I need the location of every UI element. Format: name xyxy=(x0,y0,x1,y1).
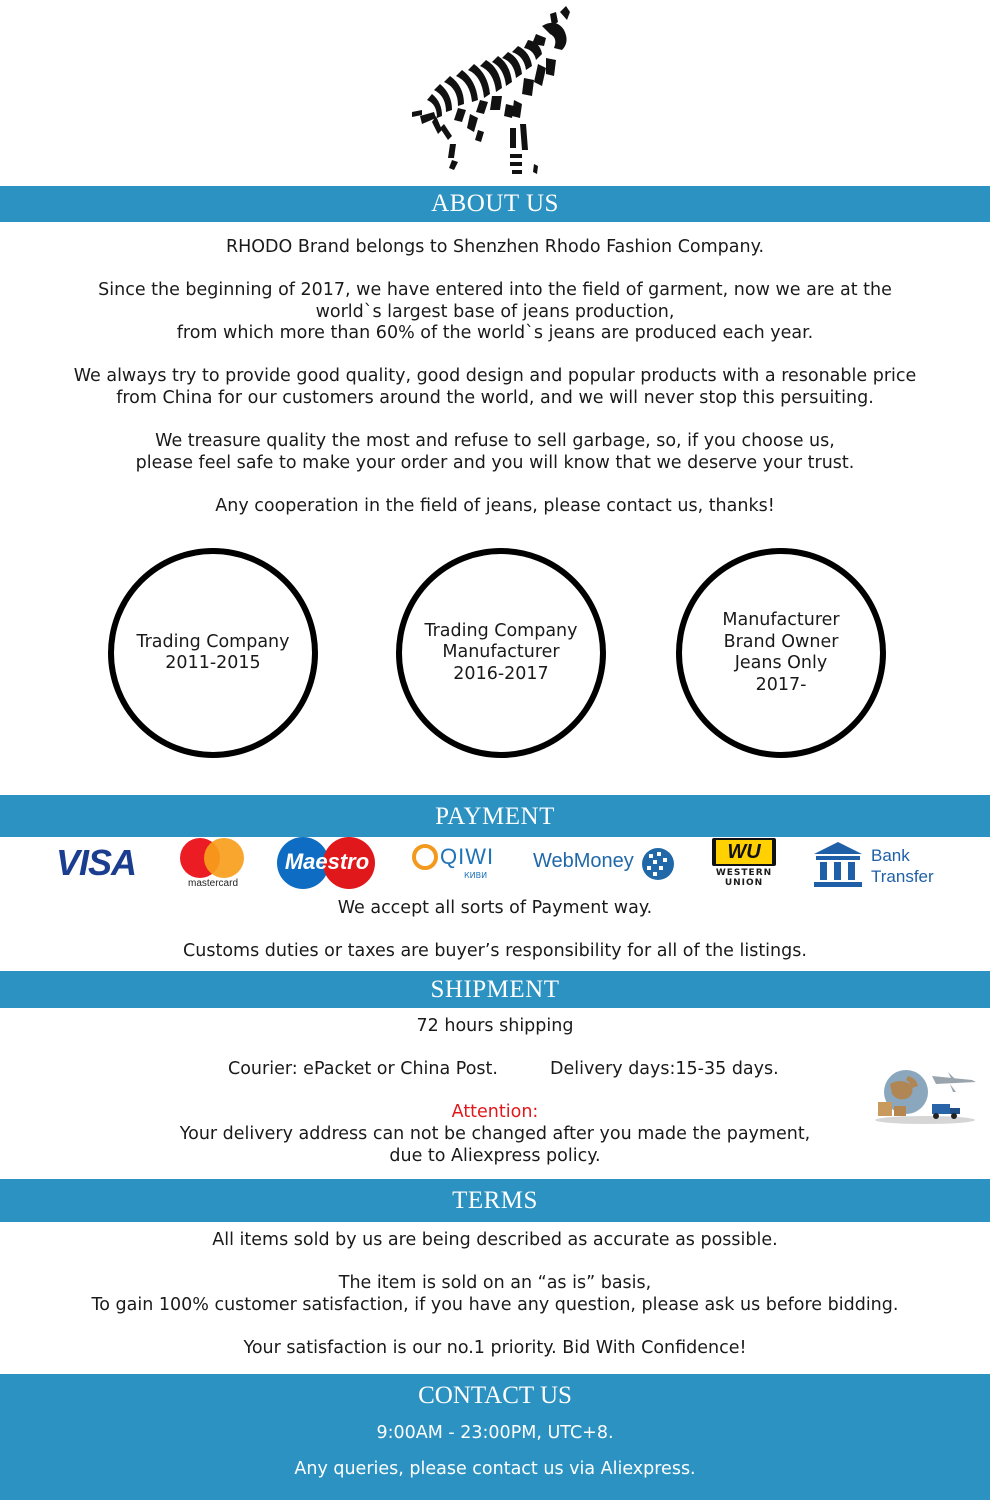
payment-header: PAYMENT xyxy=(0,795,990,837)
about-us-header: ABOUT US xyxy=(0,186,990,222)
history-circle-3 xyxy=(676,548,886,758)
shipment-notice-line: Your delivery address can not be changed after you made the payment, xyxy=(179,1124,811,1144)
shipment-attention: Attention: xyxy=(451,1102,539,1122)
terms-paragraph-2-line: The item is sold on an “as is” basis, xyxy=(338,1273,652,1293)
history-circle-text: 2017- xyxy=(755,674,807,695)
webmoney-globe-icon xyxy=(639,846,677,882)
terms-header: TERMS xyxy=(0,1179,990,1222)
qiwi-wordmark: QIWI xyxy=(440,844,495,869)
mastercard-wordmark: mastercard xyxy=(187,878,238,889)
contact-hours: 9:00AM - 23:00PM, UTC+8. xyxy=(376,1423,614,1443)
history-circle-text: Trading Company xyxy=(424,620,578,641)
mastercard-orange-circle xyxy=(204,838,244,878)
qiwi-logo xyxy=(412,844,504,884)
wu-subtext-1: WESTERN xyxy=(715,868,773,878)
terms-line-1: All items sold by us are being described as accurate as possible. xyxy=(212,1230,778,1250)
shipment-delivery: Delivery days:15-35 days. xyxy=(550,1059,779,1079)
history-circle-text: Manufacturer xyxy=(722,610,840,630)
about-paragraph-3 xyxy=(0,366,990,409)
about-paragraph-4-line: We treasure quality the most and refuse to sell garbage, so, if you choose us, xyxy=(155,431,835,451)
maestro-logo xyxy=(277,837,377,889)
webmoney-logo xyxy=(533,846,683,886)
bank-wordmark-1: Bank xyxy=(871,846,910,865)
about-line-5: Any cooperation in the field of jeans, please contact us, thanks! xyxy=(215,496,775,516)
about-paragraph-3-line: from China for our customers around the world, and we will never stop this persuiting. xyxy=(116,387,874,408)
shipment-courier: Courier: ePacket or China Post. xyxy=(228,1059,498,1079)
history-circle-text: Trading Company xyxy=(136,631,290,652)
globe-shipping-image xyxy=(870,1062,980,1126)
maestro-wordmark: Maestro xyxy=(284,849,370,874)
wu-wordmark: WU xyxy=(716,840,772,864)
history-circle-text: Manufacturer xyxy=(442,642,560,663)
about-line-1: RHODO Brand belongs to Shenzhen Rhodo Fashion Company. xyxy=(225,237,765,257)
about-paragraph-3-line: We always try to provide good quality, good design and popular products with a resonable price xyxy=(73,366,917,386)
history-circle-text: 2016-2017 xyxy=(453,663,549,684)
about-paragraph-2-line: Since the beginning of 2017, we have entered into the field of garment, now we are at the xyxy=(98,280,892,300)
webmoney-wordmark: WebMoney xyxy=(533,850,634,872)
terms-paragraph-2 xyxy=(0,1273,990,1316)
about-paragraph-2 xyxy=(0,280,990,345)
contact-queries: Any queries, please contact us via Aliexpress. xyxy=(294,1459,696,1479)
shipment-notice xyxy=(0,1124,990,1167)
bank-building-icon xyxy=(812,840,864,890)
wu-subtext-2: UNION xyxy=(724,878,764,888)
terms-paragraph-2-line: To gain 100% customer satisfaction, if you have any question, please ask us before bidding. xyxy=(91,1294,899,1315)
about-paragraph-4 xyxy=(0,431,990,474)
bank-transfer-logo xyxy=(812,840,952,890)
history-circle-text: Jeans Only xyxy=(734,653,828,673)
history-circle-1 xyxy=(108,548,318,758)
shipment-header: SHIPMENT xyxy=(0,971,990,1008)
payment-line-2: Customs duties or taxes are buyer’s responsibility for all of the listings. xyxy=(183,941,807,961)
visa-logo: VISA xyxy=(56,842,137,883)
about-paragraph-2-line: from which more than 60% of the world`s jeans are produced each year. xyxy=(176,323,814,343)
history-circle-text: Brand Owner xyxy=(723,631,839,652)
bank-wordmark-2: Transfer xyxy=(871,867,934,886)
mastercard-logo xyxy=(178,838,248,890)
history-circle-2 xyxy=(396,548,606,758)
about-paragraph-4-line: please feel safe to make your order and you will know that we deserve your trust. xyxy=(135,452,855,473)
qiwi-circle-icon xyxy=(412,844,438,870)
terms-line-3: Your satisfaction is our no.1 priority. Bid With Confidence! xyxy=(243,1338,747,1358)
contact-us-header: CONTACT US xyxy=(418,1382,572,1409)
about-paragraph-2-line: world`s largest base of jeans production, xyxy=(315,301,675,322)
western-union-logo xyxy=(712,838,776,890)
shipment-line-1: 72 hours shipping xyxy=(416,1016,574,1036)
shipment-notice-line: due to Aliexpress policy. xyxy=(389,1145,601,1166)
contact-section xyxy=(0,1374,990,1500)
history-circle-text: 2011-2015 xyxy=(165,653,261,673)
qiwi-subtext: КИВИ xyxy=(464,871,488,880)
zebra-logo-image xyxy=(410,4,585,182)
payment-line-1: We accept all sorts of Payment way. xyxy=(337,898,653,918)
